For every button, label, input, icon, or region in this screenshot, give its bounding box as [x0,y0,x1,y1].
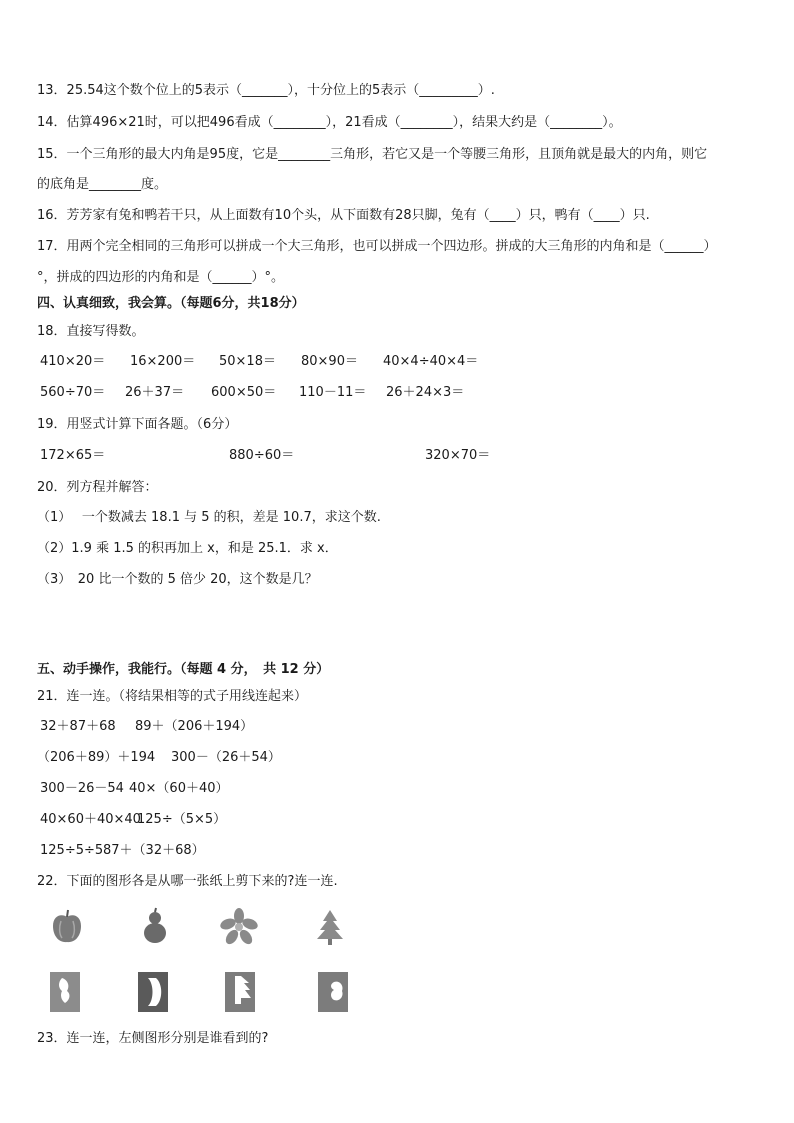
calc-item: 40×4÷40×4＝ [383,354,479,369]
q18: 18．直接写得数。 [37,324,145,339]
section5-heading: 五、动手操作，我能行。（每题 4 分， 共 12 分） [37,662,330,677]
match-left: 40×60＋40×40 [40,812,141,827]
flower-icon [219,907,259,947]
calc-item: 880÷60＝ [229,448,295,463]
apple-icon [47,907,87,947]
q20: 20．列方程并解答： [37,480,158,495]
calc-item: 110－11＝ [299,385,367,400]
gourd-icon [135,906,175,946]
calc-item: 26＋24×3＝ [386,385,465,400]
match-left: 125÷5÷5 [40,843,104,858]
q13: 13．25.54这个数个位上的5表示（_______），十分位上的5表示（_________）. [37,83,495,98]
calc-item: 320×70＝ [425,448,491,463]
match-right: 40×（60＋40） [129,781,229,796]
calc-item: 560÷70＝ [40,385,106,400]
q16: 16．芳芳家有兔和鸭若干只，从上面数有10个头，从下面数有28只脚，兔有（____）只，鸭有（____）只. [37,208,650,223]
q14: 14．估算496×21时，可以把496看成（________），21看成（________），结果大约是（________）。 [37,115,622,130]
match-left: （206＋89）＋194 [37,750,156,765]
tree-icon [310,907,350,947]
calc-item: 26＋37＝ [125,385,185,400]
match-right: 125÷（5×5） [137,812,227,827]
q15-line1: 15．一个三角形的最大内角是95度，它是________三角形，若它又是一个等腰三角形，且顶角就是最大的内角，则它 [37,147,708,162]
match-left: 32＋87＋68 [40,719,116,734]
paper-cut-1 [48,970,82,1014]
match-right: 87＋（32＋68） [103,843,205,858]
q17-line2: °，拼成的四边形的内角和是（______）°。 [37,270,285,285]
match-left: 300－26－54 [40,781,124,796]
q15-line2: 的底角是________度。 [37,177,168,192]
calc-item: 410×20＝ [40,354,106,369]
calc-item: 50×18＝ [219,354,276,369]
calc-item: 16×200＝ [130,354,196,369]
paper-cut-3 [223,970,257,1014]
q22: 22．下面的图形各是从哪一张纸上剪下来的?连一连. [37,874,338,889]
q21: 21．连一连。（将结果相等的式子用线连起来） [37,689,308,704]
q20-sub2: （2）1.9 乘 1.5 的积再加上 x，和是 25.1．求 x． [37,541,338,556]
match-right: 89＋（206＋194） [135,719,254,734]
calc-item: 80×90＝ [301,354,358,369]
paper-cut-2 [136,970,170,1014]
paper-cut-4 [316,970,350,1014]
calc-item: 172×65＝ [40,448,106,463]
section4-heading: 四、认真细致，我会算。（每题6分，共18分） [37,296,305,311]
q23: 23．连一连，左侧图形分别是谁看到的? [37,1031,269,1046]
q20-sub3: （3） 20 比一个数的 5 倍少 20，这个数是几？ [37,572,318,587]
match-right: 300－（26＋54） [171,750,281,765]
q17-line1: 17．用两个完全相同的三角形可以拼成一个大三角形，也可以拼成一个四边形。拼成的大三角形的内角和是（______） [37,239,717,254]
calc-item: 600×50＝ [211,385,277,400]
q20-sub1: （1） 一个数减去 18.1 与 5 的积，差是 10.7，求这个数. [37,510,381,525]
q19: 19．用竖式计算下面各题。（6分） [37,417,238,432]
